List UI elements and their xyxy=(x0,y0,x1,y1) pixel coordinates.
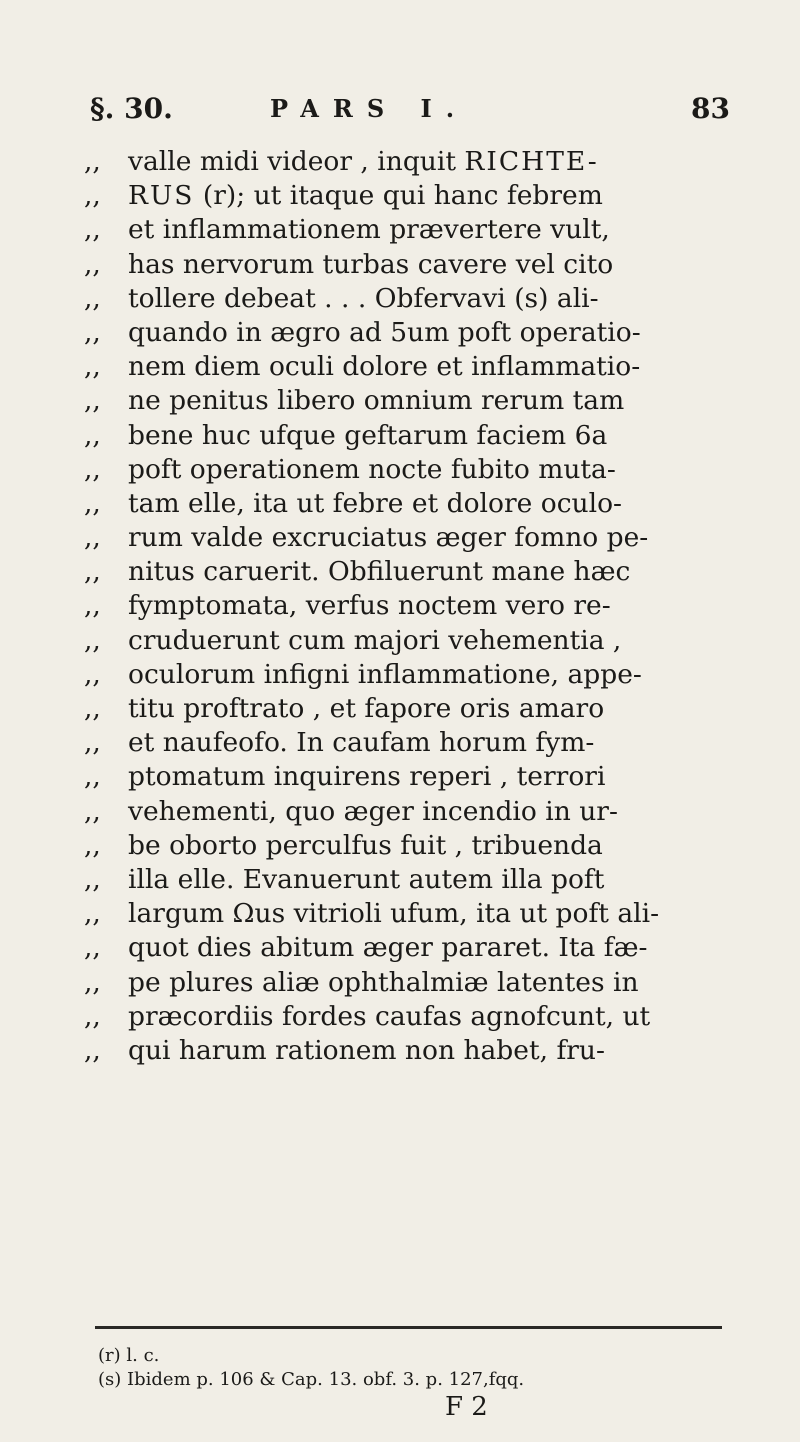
line-text: et inflammationem prævertere vult, xyxy=(128,214,610,246)
line-text: ptomatum inquirens reperi , terrori xyxy=(128,761,606,793)
line-text: has nervorum turbas cavere vel cito xyxy=(128,248,614,280)
quote-mark: ,, xyxy=(84,829,101,861)
line-text: tam elle, ita ut febre et dolore oculo- xyxy=(128,487,623,519)
quote-mark: ,, xyxy=(84,898,101,930)
quote-mark: ,, xyxy=(84,419,101,451)
page-number: 83 xyxy=(691,92,730,125)
footnotes xyxy=(98,1344,738,1392)
text-line xyxy=(84,658,764,692)
footnote-r: (r) l. c. xyxy=(98,1345,160,1366)
quote-mark: ,, xyxy=(84,214,101,246)
text-line xyxy=(84,1000,764,1034)
author-name: RUS xyxy=(128,180,195,212)
text-line xyxy=(84,863,764,897)
text-line xyxy=(84,350,764,384)
quote-mark: ,, xyxy=(84,351,101,383)
quote-mark: ,, xyxy=(84,693,101,724)
text-line xyxy=(84,487,764,521)
line-text: largum Ωus vitrioli ufum, ita ut poft ali- xyxy=(128,898,660,930)
line-text: illa elle. Evanuerunt autem illa poft xyxy=(128,863,605,895)
quote-mark: ,, xyxy=(84,180,101,212)
quote-mark: ,, xyxy=(84,385,101,417)
text-line xyxy=(84,282,764,316)
line-text: fymptomata, verfus noctem vero re- xyxy=(128,590,611,622)
text-line xyxy=(84,624,764,658)
text-line xyxy=(84,829,764,863)
footnote-s: (s) Ibidem p. 106 & Cap. 13. obf. 3. p. 127,fqq. xyxy=(98,1369,525,1390)
quote-mark: ,, xyxy=(84,863,101,895)
quote-mark: ,, xyxy=(84,761,101,793)
line-text: oculorum infigni inflammatione, appe- xyxy=(128,658,642,690)
author-name: RICHTE- xyxy=(464,146,599,177)
quote-mark: ,, xyxy=(84,248,101,280)
quote-mark: ,, xyxy=(84,658,101,690)
text-line xyxy=(84,1034,764,1068)
text-line xyxy=(84,966,764,1000)
running-head xyxy=(90,92,730,132)
line-text: vehementi, quo æger incendio in ur- xyxy=(128,795,618,827)
line-text: ne penitus libero omnium rerum tam xyxy=(128,385,625,417)
line-text: titu proftrato , et fapore oris amaro xyxy=(128,693,605,724)
footnote-rule xyxy=(95,1326,722,1329)
quote-mark: ,, xyxy=(84,487,101,519)
quote-mark: ,, xyxy=(84,1034,101,1066)
text-line xyxy=(84,248,764,282)
text-line xyxy=(84,692,764,726)
text-line xyxy=(84,726,764,760)
line-text: qui harum rationem non habet, fru- xyxy=(128,1034,605,1066)
quote-mark: ,, xyxy=(84,966,101,998)
line-text: nem diem oculi dolore et inflammatio- xyxy=(128,351,641,383)
section-number: §. 30. xyxy=(90,92,173,125)
text-line xyxy=(84,897,764,931)
text-line xyxy=(84,521,764,555)
text-line xyxy=(84,795,764,829)
text-line xyxy=(84,316,764,350)
quote-mark: ,, xyxy=(84,522,101,554)
quote-mark: ,, xyxy=(84,727,101,759)
quote-mark: ,, xyxy=(84,316,101,348)
line-text: cruduerunt cum majori vehementia , xyxy=(128,624,622,656)
line-text: quot dies abitum æger pararet. Ita fæ- xyxy=(128,932,648,964)
text-line xyxy=(84,555,764,589)
text-line xyxy=(84,419,764,453)
line-text: et naufeofo. In caufam horum fym- xyxy=(128,727,595,759)
quote-mark: ,, xyxy=(84,556,101,588)
text-line xyxy=(84,760,764,794)
line-text: rum valde excruciatus æger fomno pe- xyxy=(128,522,649,554)
line-text: tollere debeat . . . Obfervavi (s) ali- xyxy=(128,282,599,314)
running-title: PARS I. xyxy=(270,94,469,123)
text-line xyxy=(84,145,764,179)
quote-mark: ,, xyxy=(84,624,101,656)
text-line xyxy=(84,384,764,418)
line-text: quando in ægro ad 5um poft operatio- xyxy=(128,316,641,348)
line-text: pe plures aliæ ophthalmiæ latentes in xyxy=(128,966,639,998)
text-line xyxy=(84,931,764,965)
line-text: be oborto perculfus fuit , tribuenda xyxy=(128,829,603,861)
text-line xyxy=(84,453,764,487)
quote-mark: ,, xyxy=(84,1000,101,1032)
main-text xyxy=(84,145,764,1068)
line-text: bene huc ufque geftarum faciem 6a xyxy=(128,419,608,451)
line-text: nitus caruerit. Obfiluerunt mane hæc xyxy=(128,556,631,588)
quote-mark: ,, xyxy=(84,146,101,177)
quote-mark: ,, xyxy=(84,795,101,827)
line-text: valle midi videor , inquit xyxy=(128,146,456,177)
quote-mark: ,, xyxy=(84,453,101,485)
line-text: (r); ut itaque qui hanc febrem xyxy=(202,180,603,212)
line-text: præcordiis fordes caufas agnofcunt, ut xyxy=(128,1000,651,1032)
text-line xyxy=(84,589,764,623)
line-text: poft operationem nocte fubito muta- xyxy=(128,453,616,485)
text-line xyxy=(84,179,764,213)
signature-mark: F 2 xyxy=(445,1392,488,1422)
quote-mark: ,, xyxy=(84,282,101,314)
quote-mark: ,, xyxy=(84,590,101,622)
text-line xyxy=(84,213,764,247)
quote-mark: ,, xyxy=(84,932,101,964)
